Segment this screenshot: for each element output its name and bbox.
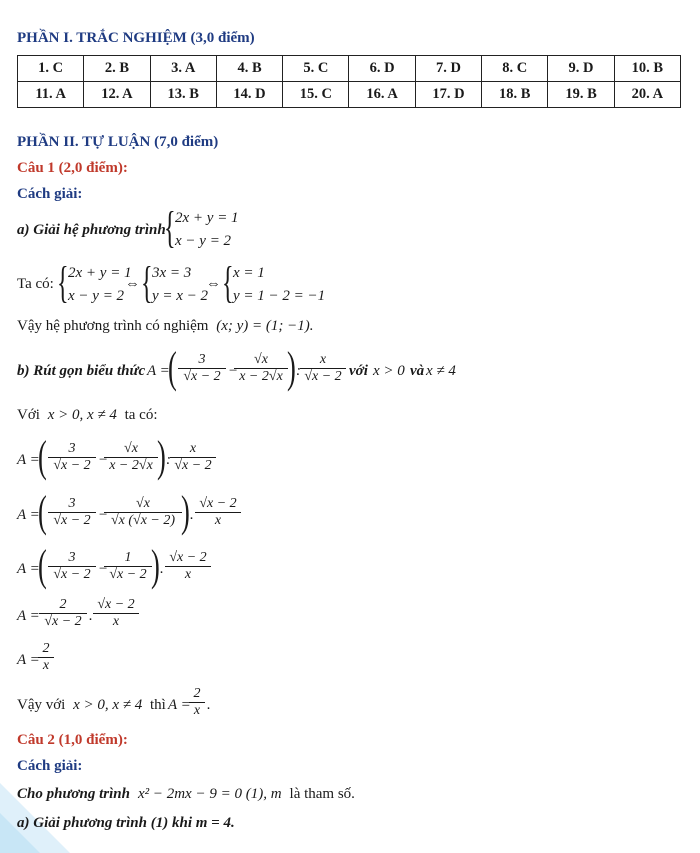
system-conclusion [17, 318, 313, 335]
left-brace: { [222, 258, 234, 307]
colon-sign: : [166, 452, 171, 468]
final-lhs: A = [168, 697, 191, 713]
close-paren: ) [287, 343, 296, 392]
answer-cell: 1. C [18, 56, 84, 82]
close-paren: ) [157, 432, 166, 481]
numerator: 3 [68, 441, 76, 456]
equation-line: x − y = 2 [68, 288, 125, 304]
equation: x² − 2mx − 9 = 0 (1), m [137, 786, 282, 802]
numerator: 3 [198, 352, 206, 367]
answer-cell: 12. A [84, 82, 150, 108]
final-line [17, 697, 166, 714]
fraction [48, 496, 96, 529]
conditions-line [17, 407, 158, 424]
denominator: x − 2√x [234, 368, 288, 385]
equation-line: 2x + y = 1 [68, 265, 132, 281]
answer-cell: 10. B [614, 56, 680, 82]
answer-cell: 14. D [216, 82, 282, 108]
fraction [93, 597, 139, 630]
fraction [48, 550, 96, 583]
left-brace: { [57, 258, 69, 307]
minus-sign: − [98, 561, 109, 577]
answer-cell: 20. A [614, 82, 680, 108]
equation-line: x − y = 2 [175, 233, 232, 249]
equation-line: x = 1 [233, 265, 265, 281]
answer-cell: 13. B [150, 82, 216, 108]
part-b-label: b) Rút gọn biểu thức [17, 363, 146, 379]
numerator: 2 [193, 686, 201, 701]
question2-method: Cách giải: [17, 758, 83, 774]
answer-cell: 15. C [283, 82, 349, 108]
answer-cell: 11. A [18, 82, 84, 108]
minus-sign: − [98, 507, 109, 523]
equation-line: y = x − 2 [152, 288, 209, 304]
question2-title: Câu 2 (1,0 điểm): [17, 732, 128, 748]
period: . [207, 697, 211, 713]
fraction [170, 441, 216, 474]
equivalence-symbol: ⇔ [125, 276, 140, 292]
answer-cell: 9. D [548, 56, 614, 82]
denominator: √x − 2 [104, 566, 152, 583]
numerator: √x [124, 441, 138, 456]
numerator: x [189, 441, 197, 456]
fraction [178, 352, 226, 385]
dot-sign: . [190, 507, 194, 523]
answer-cell: 2. B [84, 56, 150, 82]
answer-cell: 16. A [349, 82, 415, 108]
fraction [234, 352, 288, 385]
numerator: √x − 2 [169, 550, 207, 565]
fraction [189, 686, 205, 719]
answer-cell: 18. B [482, 82, 548, 108]
answer-row [18, 82, 681, 108]
answer-cell: 5. C [283, 56, 349, 82]
equation-line: 2x + y = 1 [175, 210, 239, 226]
numerator: 2 [42, 641, 50, 656]
step3-lhs: A = [17, 561, 40, 577]
condition-word: với [349, 363, 368, 379]
dot-sign: . [89, 608, 93, 624]
denominator: x [38, 657, 54, 674]
numerator: 3 [68, 550, 76, 565]
fraction [104, 550, 152, 583]
question1-title: Câu 1 (2,0 điểm): [17, 160, 128, 176]
numerator: √x − 2 [97, 597, 135, 612]
numerator: 2 [59, 597, 67, 612]
system-of-equations [164, 203, 264, 254]
minus-sign: − [228, 363, 239, 379]
condition-1: x > 0 [373, 363, 405, 379]
answer-cell: 17. D [415, 82, 481, 108]
final-then: thì [150, 697, 166, 713]
minus-sign: − [98, 452, 109, 468]
answer-cell: 19. B [548, 82, 614, 108]
intro-text: Cho phương trình [17, 786, 130, 802]
open-paren: ( [38, 487, 47, 536]
denominator: √x − 2 [170, 457, 216, 474]
answer-cell: 8. C [482, 56, 548, 82]
denominator: x [189, 702, 205, 719]
step2-lhs: A = [17, 507, 40, 523]
close-paren: ) [181, 487, 190, 536]
fraction [165, 550, 211, 583]
denominator: √x − 2 [48, 512, 96, 529]
equation-line: y = 1 − 2 = −1 [233, 288, 326, 304]
dot-sign: . [160, 561, 164, 577]
left-brace: { [164, 203, 176, 252]
conditions-word: Với [17, 407, 40, 423]
denominator: √x − 2 [300, 368, 346, 385]
fraction [104, 441, 158, 474]
answer-cell: 6. D [349, 56, 415, 82]
numerator: x [319, 352, 327, 367]
answer-cell: 7. D [415, 56, 481, 82]
parameter-text: là tham số. [289, 786, 355, 802]
fraction [38, 641, 54, 674]
conclusion-math: (x; y) = (1; −1). [216, 318, 314, 334]
conditions-math: x > 0, x ≠ 4 [47, 407, 117, 423]
expression-lhs: A = [147, 363, 170, 379]
answer-row [18, 56, 681, 82]
question2-intro [17, 785, 355, 803]
part2-heading: PHẦN II. TỰ LUẬN (7,0 điểm) [17, 134, 219, 150]
answer-cell: 4. B [216, 56, 282, 82]
numerator: √x [136, 496, 150, 511]
equivalence-symbol: ⇔ [206, 276, 221, 292]
taco-label: Ta có: [17, 276, 54, 292]
fraction [48, 441, 96, 474]
final-text: Vậy với [17, 697, 66, 713]
part1-heading: PHẦN I. TRẮC NGHIỆM (3,0 điểm) [17, 30, 255, 46]
step4-lhs: A = [17, 608, 40, 624]
open-paren: ( [38, 432, 47, 481]
condition-2: x ≠ 4 [426, 363, 456, 379]
equation-line: 3x = 3 [152, 265, 192, 281]
denominator: √x − 2 [48, 457, 96, 474]
answer-cell: 3. A [150, 56, 216, 82]
left-brace: { [141, 258, 153, 307]
open-paren: ( [38, 541, 47, 590]
question1-method: Cách giải: [17, 186, 83, 202]
colon-sign: : [296, 363, 301, 379]
fraction [104, 496, 182, 529]
fraction [300, 352, 346, 385]
denominator: x [93, 613, 139, 630]
conditions-tail: ta có: [124, 407, 158, 423]
denominator: x [165, 566, 211, 583]
fraction [39, 597, 87, 630]
step5-lhs: A = [17, 652, 40, 668]
part-a-label: a) Giải hệ phương trình [17, 222, 166, 238]
final-condition: x > 0, x ≠ 4 [73, 697, 143, 713]
conclusion-text: Vậy hệ phương trình có nghiệm [17, 318, 209, 334]
condition-word: và [410, 363, 425, 379]
open-paren: ( [168, 343, 177, 392]
close-paren: ) [151, 541, 160, 590]
numerator: 1 [124, 550, 132, 565]
numerator: √x [254, 352, 268, 367]
denominator: x [195, 512, 241, 529]
numerator: 3 [68, 496, 76, 511]
answer-table [17, 55, 681, 108]
denominator: √x − 2 [178, 368, 226, 385]
numerator: √x − 2 [199, 496, 237, 511]
system-step-3 [222, 258, 332, 309]
denominator: √x (√x − 2) [104, 512, 182, 529]
fraction [195, 496, 241, 529]
denominator: √x − 2 [39, 613, 87, 630]
denominator: x − 2√x [104, 457, 158, 474]
step1-lhs: A = [17, 452, 40, 468]
denominator: √x − 2 [48, 566, 96, 583]
question2-part-a: a) Giải phương trình (1) khi m = 4. [17, 815, 235, 831]
